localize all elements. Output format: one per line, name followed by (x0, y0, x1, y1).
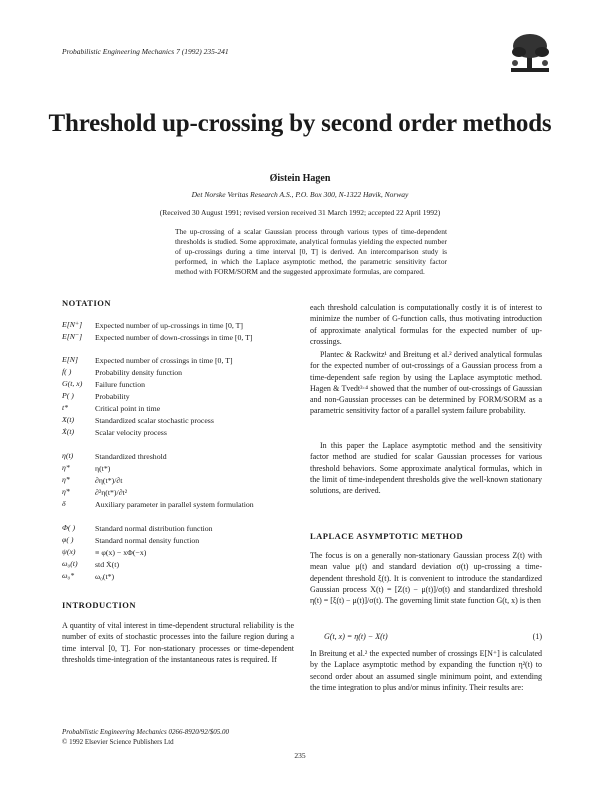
body-paragraph: Plantec & Rackwitz¹ and Breitung et al.² derived analytical formulas for the expected number of out-crossings of a Gaussian process from a time-dependent safe region by using the Laplace asymptotic method. Hagen & Tvedt³·⁴ showed that the number of out-crossings of Gaussian and non-Gaussian processes can be determined by FORM/SORM as a parametric sensitivity factor of a parallel system failure probability. (310, 350, 542, 416)
introduction-heading: INTRODUCTION (62, 600, 137, 610)
page-number: 235 (294, 751, 306, 760)
journal-line: Probabilistic Engineering Mechanics 7 (1992) 235-241 (62, 47, 229, 56)
footer-note (62, 727, 229, 747)
body-paragraph: In this paper the Laplace asymptotic method and the sensitivity factor method are studied for scalar Gaussian processes for various threshold behaviors. Some approximate analytical formulas, which in the limit of time-independent thresholds give the well-known stationary solutions, are derived. (310, 441, 542, 496)
author: Øistein Hagen (269, 173, 331, 184)
paper-title: Threshold up-crossing by second order methods (48, 110, 552, 137)
body-paragraph: In Breitung et al.² the expected number of crossings E[N⁺] is calculated by the Laplace asymptotic method by expanding the function η²(t) to second order about an assumed single minimum point, and extending the time integration to plus and/or minus infinity. Their results are: (310, 649, 542, 692)
abstract: The up-crossing of a scalar Gaussian process through various types of time-dependent thresholds is studied. Some approximate, analytical formulas yielding the expected number of up-crossings during a time interval [0, T] is derived. An intercomparison study is performed, in which the Laplace asymptotic method, the parametric sensitivity factor method with FORM/SORM and the suggested approximate formulas, are compared. (175, 227, 447, 276)
notation-list: E[N⁺] Expected number of up-crossings in time [0, T] E[N⁻] Expected number of down-crossings in time [0, T] E[N] Expected number of crossings in time [0, T] f( ) Probability density function G(t, x) Failure function P( ) Probability t* Critical point in time X(t) Standardized scalar stochastic process Ẋ(t) Scalar velocity process η(t) Standardized threshold η* η(t*) η̇* ∂η(t*)/∂t η̈* ∂²η(t*)/∂t² δ Auxiliary parameter in parallel system formulation Φ( ) Standard normal distribution function φ( ) Standard normal density function ψ(x) ≡ φ(x) − xΦ(−x) ω₀(t) std Ẋ(t) ω₀* ω₀(t*) (62, 320, 254, 581)
body-paragraph: The focus is on a generally non-stationary Gaussian process Z(t) with mean value μ(t) and standard deviation σ(t) up-crossing a time-dependent threshold ξ(t). It is convenient to introduce the standardized Gaussian process X(t) = [Z(t) − μ(t)]/σ(t) and standardized threshold η(t) = [ξ(t) − μ(t)]/σ(t). The governing limit state function G(t, x) is then (310, 551, 542, 606)
affiliation: Det Norske Veritas Research A.S., P.O. Box 300, N-1322 Høvik, Norway (191, 190, 409, 199)
notation-heading: NOTATION (62, 298, 112, 308)
laplace-heading: LAPLACE ASYMPTOTIC METHOD (310, 531, 464, 541)
received-dates: (Received 30 August 1991; revised version received 31 March 1992; accepted 22 April 1992) (159, 208, 441, 217)
elsevier-tree-logo (505, 30, 555, 78)
equation-text: G(t, x) = η(t) − X(t) (324, 632, 388, 641)
introduction-text: A quantity of vital interest in time-dependent structural reliability is the number of exits of stochastic processes into the failure region during a time interval [0, T]. For non-stationary processes or time-dependent thresholds time-integration of the instantaneous rates is required. If (62, 621, 294, 664)
equation-number: (1) (532, 632, 542, 641)
body-paragraph: each threshold calculation is computationally costly it is of interest to minimize the number of G-function calls, thus motivating introduction of approximate analytical formulas for the expected number of up-crossings. (310, 303, 542, 346)
footer-line-2: © 1992 Elsevier Science Publishers Ltd (62, 738, 174, 746)
footer-line-1: Probabilistic Engineering Mechanics 0266-8920/92/$05.00 (62, 728, 229, 736)
